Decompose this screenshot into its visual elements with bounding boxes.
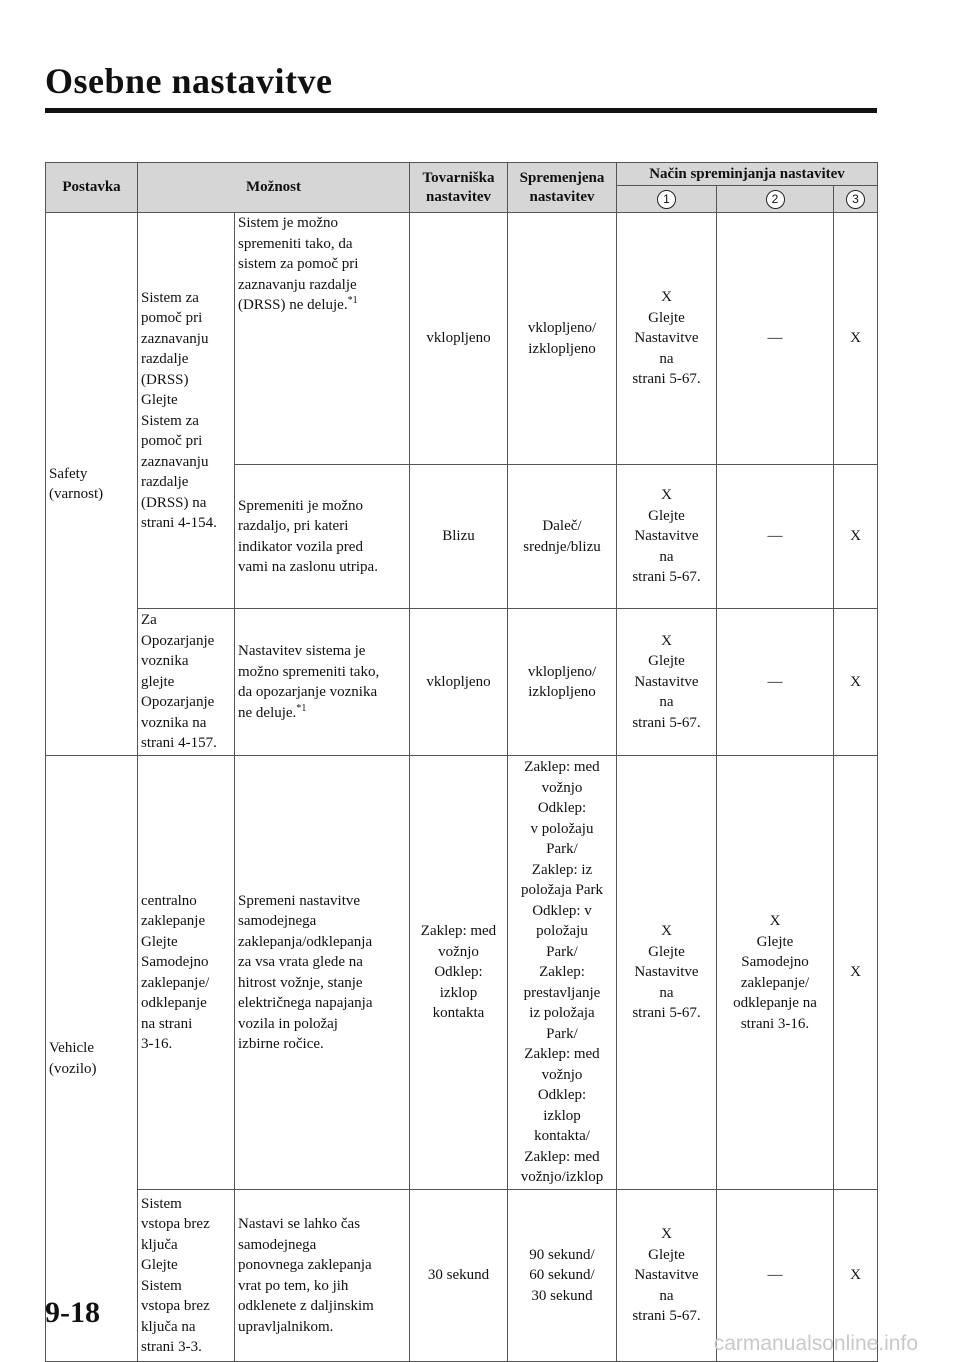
cell-desc: Spremeniti je možno razdaljo, pri kateri indikator vozila pred vami na zaslonu utripa. xyxy=(235,465,410,609)
cell-method-3: X xyxy=(834,213,878,465)
title-rule xyxy=(45,108,877,113)
cell-method-1: X Glejte Nastavitve na strani 5-67. xyxy=(617,756,717,1190)
cell-moznost: centralno zaklepanje Glejte Samodejno zaklepanje/ odklepanje na strani 3-16. xyxy=(138,756,235,1190)
cell-desc: Nastavitev sistema je možno spremeniti tako, da opozarjanje voznika ne deluje.$^{*1}$ xyxy=(235,609,410,756)
footnote-marker: *1 xyxy=(347,295,358,306)
cell-postavka: Vehicle (vozilo) xyxy=(46,756,138,1362)
cell-desc: Spremeni nastavitve samodejnega zaklepanja/odklepanja za vsa vrata glede na hitrost vožnje, stanje električnega napajanja vozila in položaj izbirne ročice. xyxy=(235,756,410,1190)
header-postavka: Postavka xyxy=(46,163,138,213)
cell-method-1: X Glejte Nastavitve na strani 5-67. xyxy=(617,465,717,609)
cell-method-3: X xyxy=(834,1190,878,1362)
table-header-row xyxy=(46,163,878,186)
cell-spremenjena: Daleč/ srednje/blizu xyxy=(508,465,617,609)
circled-number-2-icon: 2 xyxy=(766,190,785,209)
cell-tovarniska: Zaklep: med vožnjo Odklep: izklop kontakta xyxy=(410,756,508,1190)
header-spremenjena: Spremenjena nastavitev xyxy=(508,163,617,213)
settings-table xyxy=(45,162,878,1362)
cell-tovarniska: vklopljeno xyxy=(410,609,508,756)
cell-method-2: X Glejte Samodejno zaklepanje/ odklepanje na strani 3-16. xyxy=(717,756,834,1190)
cell-moznost: Sistem vstopa brez ključa Glejte Sistem vstopa brez ključa na strani 3-3. xyxy=(138,1190,235,1362)
table-row xyxy=(46,756,878,1190)
cell-tovarniska: vklopljeno xyxy=(410,213,508,465)
header-method-1 xyxy=(617,186,717,213)
circled-number-3-icon: 3 xyxy=(846,190,865,209)
header-method-3 xyxy=(834,186,878,213)
cell-postavka: Safety (varnost) xyxy=(46,213,138,756)
cell-method-2: — xyxy=(717,1190,834,1362)
watermark: carmanualsonline.info xyxy=(713,1332,918,1355)
cell-spremenjena: Zaklep: med vožnjo Odklep: v položaju Park/ Zaklep: iz položaja Park Odklep: v položaju Park/ Zaklep: prestavljanje iz položaja Park/ Zaklep: med vožnjo Odklep: izklop kontakta/ Zaklep: med vožnjo/izklop xyxy=(508,756,617,1190)
cell-tovarniska: Blizu xyxy=(410,465,508,609)
cell-method-1: X Glejte Nastavitve na strani 5-67. xyxy=(617,1190,717,1362)
cell-spremenjena: vklopljeno/ izklopljeno xyxy=(508,609,617,756)
cell-moznost: Za Opozarjanje voznika glejte Opozarjanje voznika na strani 4-157. xyxy=(138,609,235,756)
header-method-2 xyxy=(717,186,834,213)
table-row xyxy=(46,609,878,756)
header-moznost: Možnost xyxy=(138,163,410,213)
cell-desc: Sistem je možno spremeniti tako, da sistem za pomoč pri zaznavanju razdalje (DRSS) ne deluje.$^{*1}$ xyxy=(235,213,410,465)
cell-tovarniska: 30 sekund xyxy=(410,1190,508,1362)
page-number: 9-18 xyxy=(45,1296,100,1329)
header-tovarniska: Tovarniška nastavitev xyxy=(410,163,508,213)
cell-method-3: X xyxy=(834,609,878,756)
cell-method-3: X xyxy=(834,465,878,609)
cell-method-2: — xyxy=(717,609,834,756)
footnote-marker: *1 xyxy=(296,702,307,714)
cell-desc: Nastavi se lahko čas samodejnega ponovnega zaklepanja vrat po tem, ko jih odklenete z daljinskim upravljalnikom. xyxy=(235,1190,410,1362)
cell-spremenjena: vklopljeno/ izklopljeno xyxy=(508,213,617,465)
cell-spremenjena: 90 sekund/ 60 sekund/ 30 sekund xyxy=(508,1190,617,1362)
table-row xyxy=(46,213,878,465)
cell-method-1: X Glejte Nastavitve na strani 5-67. xyxy=(617,609,717,756)
header-nacin: Način spreminjanja nastavitev xyxy=(617,163,878,186)
page-title: Osebne nastavitve xyxy=(45,61,333,101)
cell-moznost: Sistem za pomoč pri zaznavanju razdalje (DRSS) Glejte Sistem za pomoč pri zaznavanju razdalje (DRSS) na strani 4-154. xyxy=(138,213,235,609)
cell-method-2: — xyxy=(717,213,834,465)
cell-method-1: X Glejte Nastavitve na strani 5-67. xyxy=(617,213,717,465)
cell-method-3: X xyxy=(834,756,878,1190)
cell-method-2: — xyxy=(717,465,834,609)
circled-number-1-icon: 1 xyxy=(657,190,676,209)
